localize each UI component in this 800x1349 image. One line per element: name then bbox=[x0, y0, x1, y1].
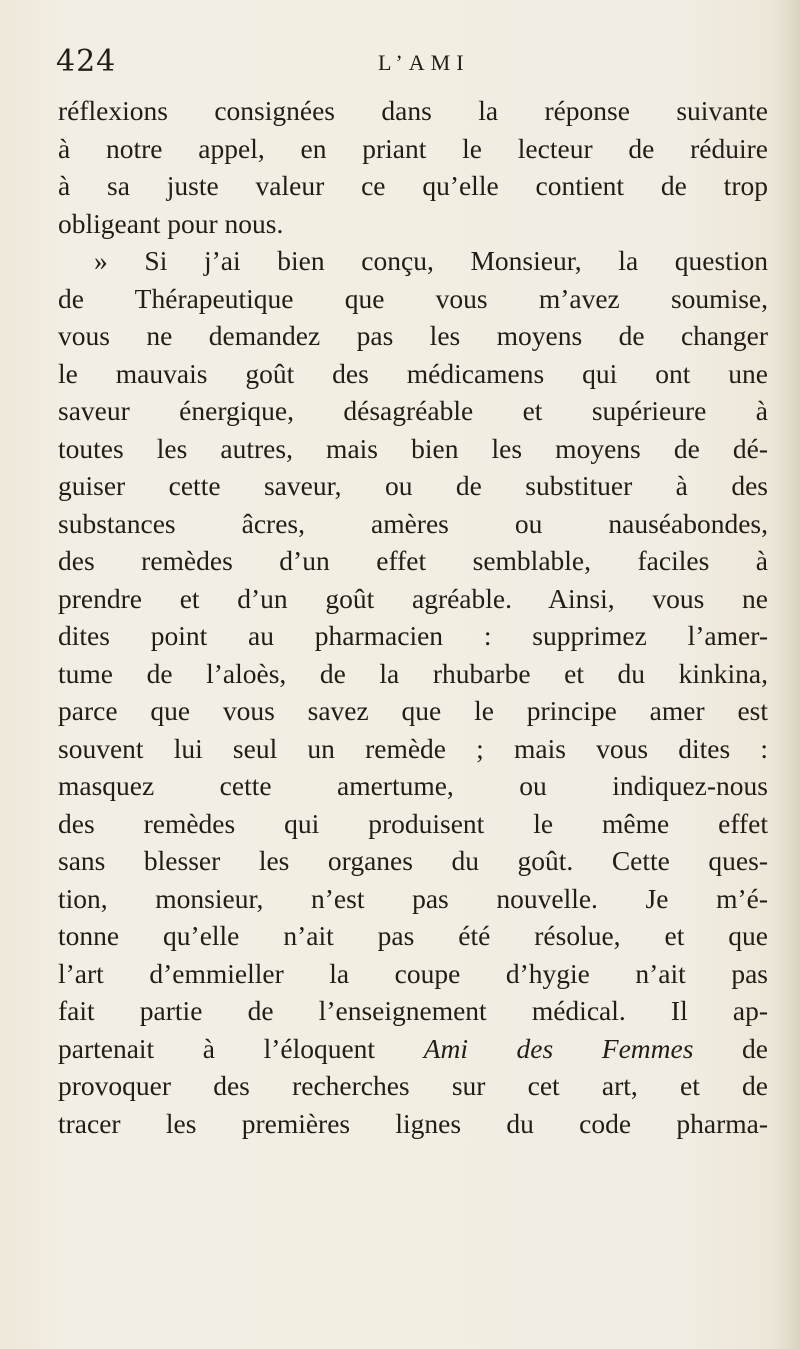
text-line: le mauvais goût des médicamens qui ont une bbox=[58, 357, 768, 389]
text-line: tume de l’aloès, de la rhubarbe et du kinkina, bbox=[58, 657, 768, 689]
page-edge-shadow bbox=[772, 0, 800, 1349]
page-header bbox=[56, 44, 576, 84]
running-head: L’AMI bbox=[378, 50, 470, 75]
text-line: obligeant pour nous. bbox=[58, 207, 284, 239]
body-text bbox=[58, 92, 768, 1142]
text-line-with-title bbox=[58, 1030, 768, 1068]
text-line: parce que vous savez que le principe amer est bbox=[58, 695, 768, 726]
text-fragment: de bbox=[742, 1032, 768, 1064]
text-line: fait partie de l’enseignement médical. Il ap- bbox=[58, 995, 768, 1026]
text-fragment: partenait à l’éloquent bbox=[58, 1032, 376, 1064]
text-line: des remèdes d’un effet semblable, faciles à bbox=[58, 545, 768, 576]
text-line: » Si j’ai bien conçu, Monsieur, la question bbox=[94, 245, 768, 276]
text-line: substances âcres, amères ou nauséabondes, bbox=[58, 507, 768, 539]
text-line: l’art d’emmieller la coupe d’hygie n’ait pas bbox=[58, 957, 768, 989]
text-line: de Thérapeutique que vous m’avez soumise, bbox=[58, 282, 768, 314]
page-number: 424 bbox=[56, 44, 117, 79]
text-line: sans blesser les organes du goût. Cette ques- bbox=[58, 845, 768, 876]
text-line: provoquer des recherches sur cet art, et de bbox=[58, 1070, 768, 1101]
text-line: souvent lui seul un remède ; mais vous dites : bbox=[58, 732, 768, 764]
text-line: masquez cette amertume, ou indiquez-nous bbox=[58, 770, 768, 801]
text-line: toutes les autres, mais bien les moyens de dé- bbox=[58, 432, 768, 464]
text-line: saveur énergique, désagréable et supérieure à bbox=[58, 395, 768, 426]
text-line: vous ne demandez pas les moyens de changer bbox=[58, 320, 768, 351]
text-line: guiser cette saveur, ou de substituer à des bbox=[58, 470, 768, 501]
text-line: tion, monsieur, n’est pas nouvelle. Je m’é- bbox=[58, 882, 768, 914]
text-line: tracer les premières lignes du code pharma- bbox=[58, 1107, 768, 1139]
text-line: à sa juste valeur ce qu’elle contient de trop bbox=[58, 170, 768, 201]
text-line: prendre et d’un goût agréable. Ainsi, vous ne bbox=[58, 582, 768, 614]
text-line: des remèdes qui produisent le même effet bbox=[58, 807, 768, 839]
italic-title: Ami des Femmes bbox=[423, 1032, 694, 1064]
text-line: réflexions consignées dans la réponse suivante bbox=[58, 95, 768, 126]
text-line: dites point au pharmacien : supprimez l’amer- bbox=[58, 620, 768, 651]
text-line: à notre appel, en priant le lecteur de réduire bbox=[58, 132, 768, 164]
text-line: tonne qu’elle n’ait pas été résolue, et que bbox=[58, 920, 768, 951]
